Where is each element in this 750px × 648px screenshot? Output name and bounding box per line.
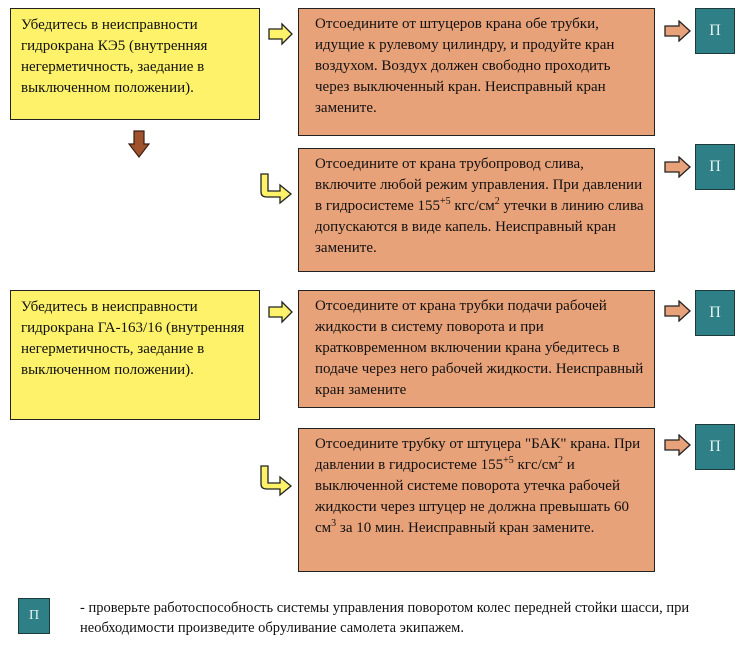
- check-p-badge: П: [695, 290, 735, 336]
- legend-p-badge: П: [18, 598, 50, 634]
- curved-arrow-icon: [258, 464, 294, 498]
- check-p-badge: П: [695, 8, 735, 54]
- curved-arrow-icon: [258, 172, 294, 206]
- text-part: Отсоедините от крана трубопровод слива, включите любой режим управления. При давлении в гидросистеме 155: [315, 156, 643, 214]
- text-part: кгс/см: [450, 198, 495, 214]
- superscript: 2: [494, 196, 500, 207]
- check-p-badge: П: [695, 144, 735, 190]
- text-part: утечки в линию слива допускаются в виде капель. Неисправный кран замените.: [315, 198, 644, 256]
- text-part: Отсоедините трубку от штуцера "БАК" крана. При давлении в гидросистеме 155: [315, 436, 641, 473]
- right-arrow-icon: [268, 300, 294, 324]
- step-supply-text: Отсоедините от крана трубки подачи рабочей жидкости в систему поворота и при кратковременном включении крана убедитесь в подаче через него рабочей жидкости. Неисправный кран замените: [315, 298, 644, 398]
- right-arrow-icon: [664, 156, 692, 178]
- check-ke5-box: [10, 8, 260, 120]
- text-part: за 10 мин. Неисправный кран замените.: [336, 520, 595, 536]
- check-ke5-text: Убедитесь в неисправности гидрокрана КЭ5 (внутренняя негерметичность, заедание в выключенном положении).: [21, 17, 208, 96]
- text-part: кгс/см: [513, 457, 558, 473]
- right-arrow-icon: [268, 22, 294, 46]
- step-blow-out-text: Отсоедините от штуцеров крана обе трубки, идущие к рулевому цилиндру, и продуйте кран воздухом. Воздух должен свободно проходить через выключенный кран. Неисправный кран замените.: [315, 16, 615, 116]
- superscript: +5: [439, 196, 451, 207]
- step-drain-leak-box: [298, 148, 655, 272]
- step-tank-leak-box: [298, 428, 655, 572]
- check-p-badge: П: [695, 424, 735, 470]
- check-ga163-text: Убедитесь в неисправности гидрокрана ГА-163/16 (внутренняя негерметичность, заедание в выключенном положении).: [21, 299, 245, 378]
- check-ga163-box: [10, 290, 260, 420]
- step-drain-leak-text: [299, 149, 654, 264]
- step-tank-leak-text: [299, 429, 654, 544]
- superscript: 2: [557, 455, 563, 466]
- step-supply-box: [298, 290, 655, 408]
- down-arrow-icon: [128, 130, 150, 158]
- legend-text: - проверьте работоспособность системы управления поворотом колес передней стойки шасси, при необходимости произведите обруливание самолета экипажем.: [80, 600, 690, 636]
- step-blow-out-box: [298, 8, 655, 136]
- right-arrow-icon: [664, 300, 692, 322]
- right-arrow-icon: [664, 20, 692, 42]
- text-part: и выключенной системе поворота утечка рабочей жидкости через штуцер не должна превышать 60 см: [315, 457, 629, 536]
- superscript: 3: [331, 518, 337, 529]
- right-arrow-icon: [664, 434, 692, 456]
- superscript: +5: [503, 455, 514, 466]
